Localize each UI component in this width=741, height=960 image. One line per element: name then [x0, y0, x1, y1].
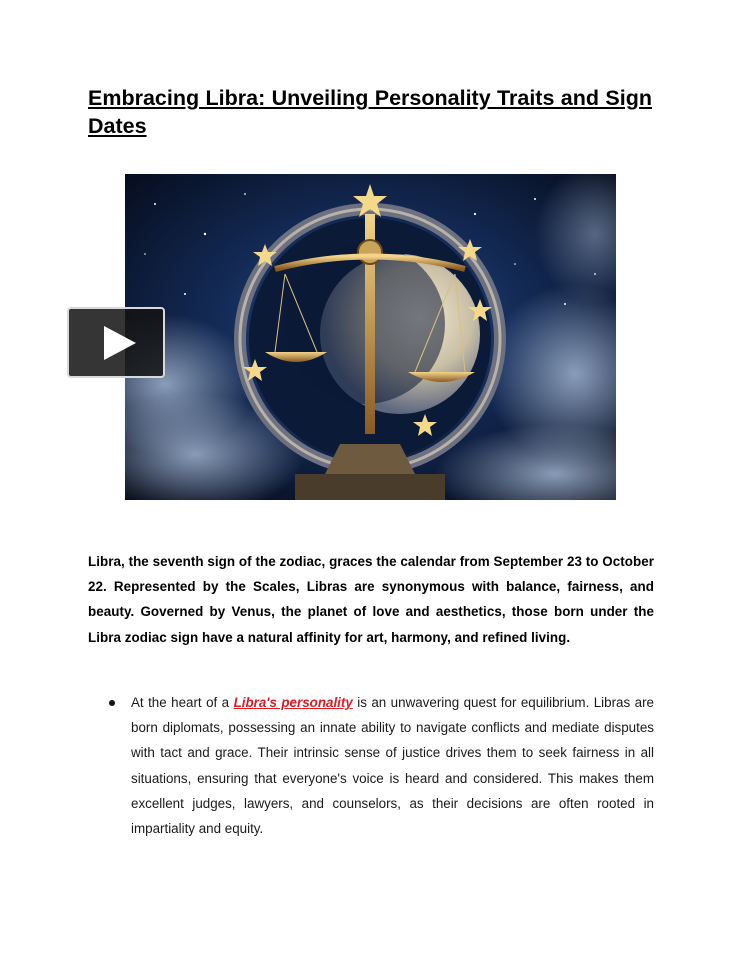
- libra-personality-link[interactable]: Libra's personality: [233, 695, 353, 710]
- list-item: [108, 690, 654, 841]
- hero-image: [125, 174, 616, 500]
- bullet-list: [108, 690, 654, 841]
- bullet-dot-icon: [109, 700, 115, 706]
- bullet-text-lead: At the heart of a: [131, 695, 234, 710]
- intro-paragraph: Libra, the seventh sign of the zodiac, graces the calendar from September 23 to October 22. Represented by the Scales, Libras are synonymous with balance, fairness, and beauty. Governed by Venus, the planet of love and aesthetics, those born under the Libra zodiac sign have a natural affinity for art, harmony, and refined living.: [88, 554, 654, 645]
- libra-scales-illustration: [125, 174, 616, 500]
- page-title: Embracing Libra: Unveiling Personality Traits and Sign Dates: [88, 86, 652, 138]
- bullet-text-body: is an unwavering quest for equilibrium. Libras are born diplomats, possessing an innate ability to navigate conflicts and mediate disputes with tact and grace. Their intrinsic sense of justice drives them to seek fairness in all situations, ensuring that everyone's voice is heard and considered. This makes them excellent judges, lawyers, and counselors, as their decisions are often rooted in impartiality and equity.: [131, 695, 654, 837]
- play-button[interactable]: [67, 307, 165, 378]
- play-icon: [104, 326, 136, 360]
- bullet-text: [131, 690, 654, 841]
